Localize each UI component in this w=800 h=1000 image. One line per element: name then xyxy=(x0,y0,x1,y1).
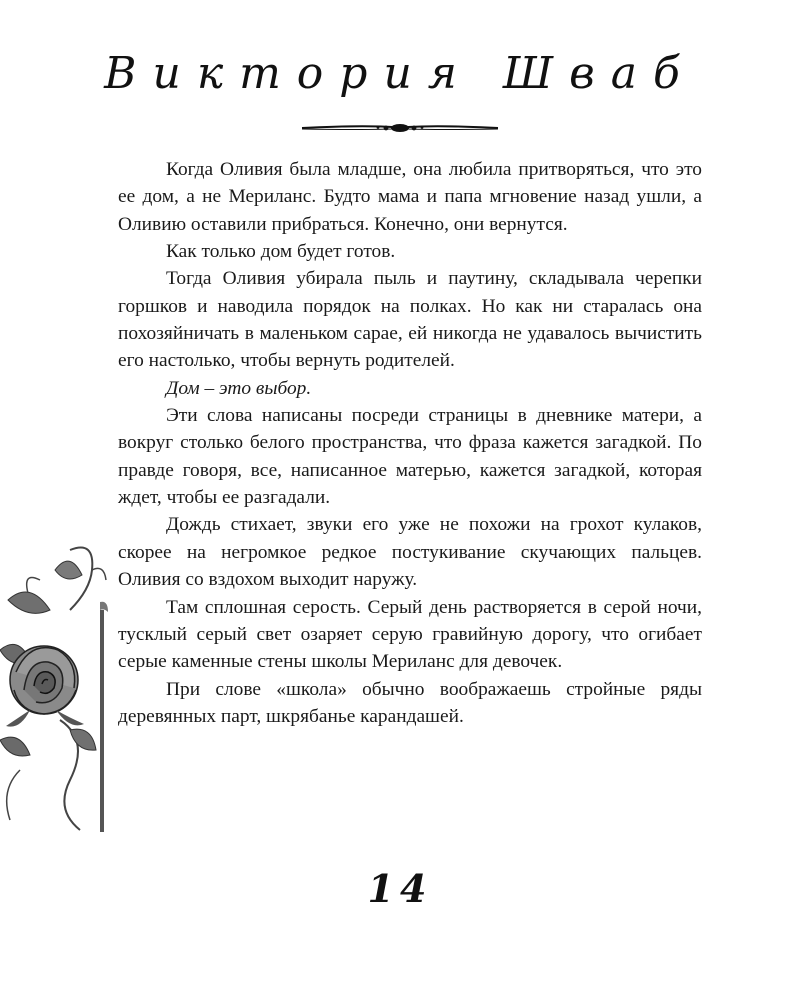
paragraph: При слове «школа» обычно воображаешь стройные ряды деревянных парт, шкрябанье карандашей. xyxy=(118,678,702,727)
paragraph: Там сплошная серость. Серый день растворяется в серой ночи, тусклый серый свет озаряет серую гравийную дорогу, что огибает серые каменные стены школы Мериланс для девочек. xyxy=(118,596,702,673)
body-text xyxy=(118,156,702,730)
page-number: 14 xyxy=(367,866,433,911)
paragraph: Эти слова написаны посреди страницы в дневнике матери, а вокруг столько белого пространства, что фраза кажется загадкой. По правде говоря, все, написанное матерью, кажется загадкой, которая ждет, чтобы ее разгадали. xyxy=(118,405,702,509)
paragraph-italic-quote: Дом – это выбор. xyxy=(166,377,312,399)
paragraph: Как только дом будет готов. xyxy=(166,241,396,263)
rose-ornament-icon xyxy=(0,540,112,840)
paragraph: Когда Оливия была младше, она любила притворяться, что это ее дом, а не Мериланс. Будто мама и папа мгновение назад ушли, а Оливию оставили прибраться. Конечно, они вернутся. xyxy=(118,159,702,235)
paragraph: Тогда Оливия убирала пыль и паутину, складывала черепки горшков и наводила порядок на полках. Но как ни старалась она похозяйничать в маленьком сарае, ей никогда не удавалось вычистить его настолько, чтобы вернуть родителей. xyxy=(118,268,702,372)
paragraph: Дождь стихает, звуки его уже не похожи на грохот кулаков, скорее на негромкое редкое постукивание скучающих пальцев. Оливия со вздохом выходит наружу. xyxy=(118,514,702,591)
ornamental-divider xyxy=(300,118,500,138)
running-head-author: Виктория Шваб xyxy=(104,48,696,99)
